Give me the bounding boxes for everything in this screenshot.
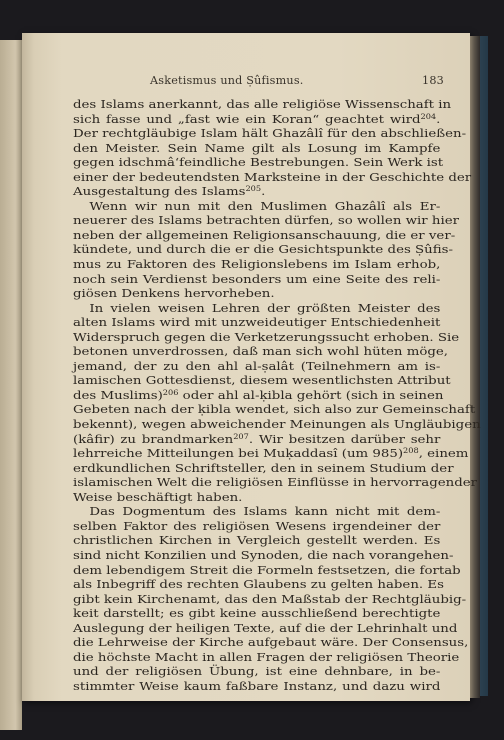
line-text: Der rechtgläubige Islam hält Ghazâlî für den abschließen- [73,126,467,141]
line-text: Das Dogmentum des Islams kann nicht mit dem- [89,504,441,519]
text-line [73,490,440,505]
line-text: und der religiösen Übung, ist eine dehnbare, in be- [73,664,441,679]
footnote-marker: 207 [233,432,249,441]
text-line [73,402,476,417]
line-text: Ausgestaltung des Islams [73,184,246,199]
text-line [73,97,452,112]
footnote-marker: 208 [403,447,419,456]
text-line [73,272,440,287]
page-number: 183 [422,74,444,87]
line-text: alten Islams wird mit unzweideutiger Entschiedenheit [73,315,441,330]
text-line [73,679,440,694]
line-text: gibt kein Kirchenamt, das den Maßstab der Rechtgläubig- [73,591,467,606]
line-text: betonen unverdrossen, daß man sich wohl hüten möge, [73,344,449,359]
line-text: christlichen Kirchen in Vergleich gestellt werden. Es [73,533,441,548]
text-line [73,387,444,403]
text-line [73,664,440,679]
body-text [73,97,481,693]
line-text: kündete, und durch die er die Gesichtspunkte des Ṣûfis- [73,242,453,257]
text-line [73,519,440,534]
text-line [73,213,460,228]
line-text: als Inbegriff des rechten Glaubens zu gelten haben. Es [73,577,444,592]
text-line [73,562,461,578]
line-text: giösen Denkens hervorheben. [73,286,275,301]
book-cover-edge [480,36,488,696]
line-text: Widerspruch gegen die Verketzerungssucht erhoben. Sie [73,329,460,344]
text-line [73,227,456,243]
text-line [73,242,453,257]
text-line [73,475,478,490]
text-line [73,199,440,214]
text-line [73,344,449,359]
line-text: die Lehrweise der Kirche aufgebaut wäre. Der Consensus, [73,635,469,650]
line-text-tail: . [436,111,441,126]
footnote-marker: 204 [420,112,437,121]
line-text: Wenn wir nun mit den Muslimen Ghazâlî als Er- [89,198,441,213]
text-line [73,329,460,345]
text-line [73,620,458,636]
line-text: islamischen Welt die religiösen Einflüsse in hervorragender [73,475,478,490]
line-text: stimmter Weise kaum faßbare Instanz, und dazu wird [73,678,441,693]
footnote-marker: 206 [162,388,179,397]
text-line [73,591,467,607]
page-stack-edge [470,36,480,698]
line-text-tail: . Wir besitzen darüber sehr [248,431,441,446]
text-line [73,504,440,519]
line-text: noch sein Verdienst besonders um eine Seite des reli- [73,271,441,286]
text-line [73,547,454,563]
line-text: erdkundlichen Schriftsteller, den in seinem Studium der [73,460,454,475]
text-line [73,286,440,301]
line-text: dem lebendigem Streit die Formeln festsetzen, die fortab [73,562,461,577]
text-line [73,606,440,621]
line-text: Weise beschäftigt haben. [73,489,243,504]
text-line [73,155,444,170]
text-line [73,649,460,665]
previous-page-edge [0,40,22,730]
line-text: (kâfir) zu brandmarken [73,431,234,446]
line-text: sich fasse und „fast wie ein Koran“ geachtet wird [73,111,421,126]
text-line [73,432,440,447]
line-text: sind nicht Konzilien und Synoden, die nach vorangehen- [73,547,454,562]
running-header [80,44,452,87]
text-line [73,184,440,199]
text-line [73,577,444,592]
line-text: des Islams anerkannt, das alle religiöse Wissenschaft in [73,97,452,111]
line-text: lehrreiche Mitteilungen bei Muḳaddasî (um 985) [73,446,404,461]
text-line [73,460,454,476]
text-line [73,141,440,156]
line-text: die höchste Macht in allen Fragen der religiösen Theorie [73,649,460,664]
line-text: einer der bedeutendsten Marksteine in der Geschichte der [73,169,472,184]
text-line [73,169,472,185]
line-text: lamischen Gottesdienst, diesem wesentlichsten Attribut [73,373,451,388]
text-line [73,112,440,127]
line-text: In vielen weisen Lehren der größten Meister des [89,300,441,315]
line-text: des Muslims) [73,387,163,402]
line-text: keit darstellt; es gibt keine ausschließend berechtigte [73,606,441,621]
line-text: den Meister. Sein Name gilt als Losung im Kampfe [73,140,441,155]
text-line [73,533,440,548]
line-text: Gebeten nach der ḳibla wendet, sich also zur Gemeinschaft [73,402,476,417]
line-text-tail: oder ahl al-ḳibla gehört (sich in seinen [178,387,444,402]
text-line [73,417,481,432]
text-line [73,635,469,650]
text-line [73,126,467,141]
line-text: Auslegung der heiligen Texte, auf die der Lehrinhalt und [73,620,458,635]
footnote-marker: 205 [245,185,262,194]
line-text: neuerer des Islams betrachten dürfen, so wollen wir hier [73,213,460,228]
text-line [73,315,440,330]
text-line [73,446,469,461]
line-text: gegen idschmâ‘feindliche Bestrebungen. Sein Werk ist [73,155,444,170]
line-text-tail: , einem [418,446,469,461]
line-text: jemand, der zu den ahl al-ṣalât (Teilnehmern am is- [73,358,441,373]
line-text: selben Faktor des religiösen Wesens irgendeiner der [73,518,441,533]
line-text: bekennt), wegen abweichender Meinungen als Ungläubigen [73,417,481,432]
running-title: Asketismus und Ṣûfismus. [150,74,304,87]
text-line [73,359,440,374]
line-text-tail: . [261,184,266,199]
text-line [73,373,451,388]
line-text: neben der allgemeinen Religionsanschauung, die er ver- [73,227,456,242]
line-text: mus zu Faktoren des Religionslebens im Islam erhob, [73,257,441,272]
text-line [73,257,440,272]
text-line [73,301,440,316]
